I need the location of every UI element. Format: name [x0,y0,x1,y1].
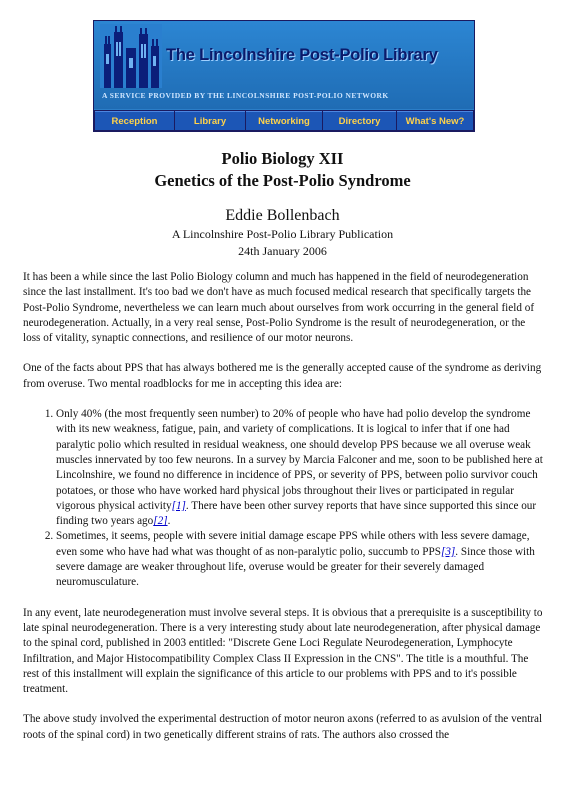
nav-reception[interactable]: Reception [95,111,174,130]
publication-date: 24th January 2006 [238,244,327,258]
article-body [23,270,545,758]
site-banner[interactable] [93,20,475,132]
banner-subtitle: A SERVICE PROVIDED BY THE LINCOLNSHIRE POST-POLIO NETWORK [102,91,389,100]
list-item-text: Only 40% (the most frequently seen number) to 20% of people who have had polio develop the syndrome with its new weakness, fatigue, pain, and variety of complications. It is logical to infer that if one had paralytic polio which resulted in residual weakness, one should develop PPS because we all overuse weak muscles innervated by too few neurons. In a survey by Marcia Falconer and me, soon to be published here at Lincolnshire, we found no difference in incidence of PPS, or severity of PPS, between polio survivor couch potatoes, or those who have worked hard physical jobs throughout their lives or participated in regular vigorous physical activity [56,408,543,512]
paragraph-3: In any event, late neurodegeneration must involve several steps. It is obvious that a prerequisite is a susceptibility to late spinal neurodegeneration. There is a very interesting study about late neurodegeneration, after physical damage to the spinal cord, published in 2003 entitled: "Discrete Gene Loci Regulate Neurodegeneration, Lymphocyte Infiltration, and Major Histocompatibility Complex Class II Expression in the CNS". The title is a mouthful. The rest of this installment will explain the significance of this article to our problems with PPS and to it's possible treatment. [23,606,543,696]
nav-library[interactable]: Library [175,111,245,130]
author-name: Eddie Bollenbach [225,207,340,224]
list-item-text: Sometimes, it seems, people with severe initial damage escape PPS while others with less severe damage, even some who have had what was thought of as non-paralytic polio, succumb to PPS [56,530,530,558]
paragraph-2: One of the facts about PPS that has always bothered me is the generally accepted cause of the syndrome as deriving from overuse. Two mental roadblocks for me in accepting this idea are: [23,362,542,390]
cathedral-logo-icon [100,24,162,88]
banner-title: The Lincolnshire Post-Polio Library [166,46,438,64]
nav-directory[interactable]: Directory [323,111,396,130]
footnote-link-3[interactable]: [3] [440,545,456,558]
article-title [0,148,565,192]
title-line-2: Genetics of the Post-Polio Syndrome [154,171,411,190]
byline [0,205,565,260]
footnote-link-1[interactable]: [1] [171,499,186,512]
list-item-text-mid: . There have been other survey reports that have since supported this since our finding two years ago [56,499,537,528]
banner-header [94,21,474,109]
title-line-1: Polio Biology XII [221,149,344,168]
footnote-link-2[interactable]: [2] [153,515,168,528]
nav-networking[interactable]: Networking [246,111,322,130]
roadblocks-list [23,407,545,591]
nav-bar [94,110,474,131]
list-item-end: . [167,515,171,528]
nav-whats-new[interactable]: What's New? [397,111,473,130]
paragraph-1: It has been a while since the last Polio Biology column and much has happened in the field of neurodegeneration since the last installment. It's too bad we don't have as much focused medical research that specifically targets the Post-Polio Syndrome, nevertheless we can learn much about ourselves from work occurring in the general field of neurodegeneration. Actually, in a very real sense, Post-Polio Syndrome is the result of neurodegeneration, or the loss of vitality, synaptic connections, and resilience of our motor neurons. [23,271,535,345]
paragraph-4: The above study involved the experimental destruction of motor neuron axons (referred to as avulsion of the ventral roots of the spinal cord) in two genetically different strains of rats. The authors also crossed the [23,713,543,741]
publication-line: A Lincolnshire Post-Polio Library Publication [171,227,394,241]
list-item [56,529,545,590]
list-item-end: . Since those with severe damage are weaker throughout life, overuse would be greater for their severely damaged neuromusculature. [56,545,535,589]
list-item [56,407,545,529]
